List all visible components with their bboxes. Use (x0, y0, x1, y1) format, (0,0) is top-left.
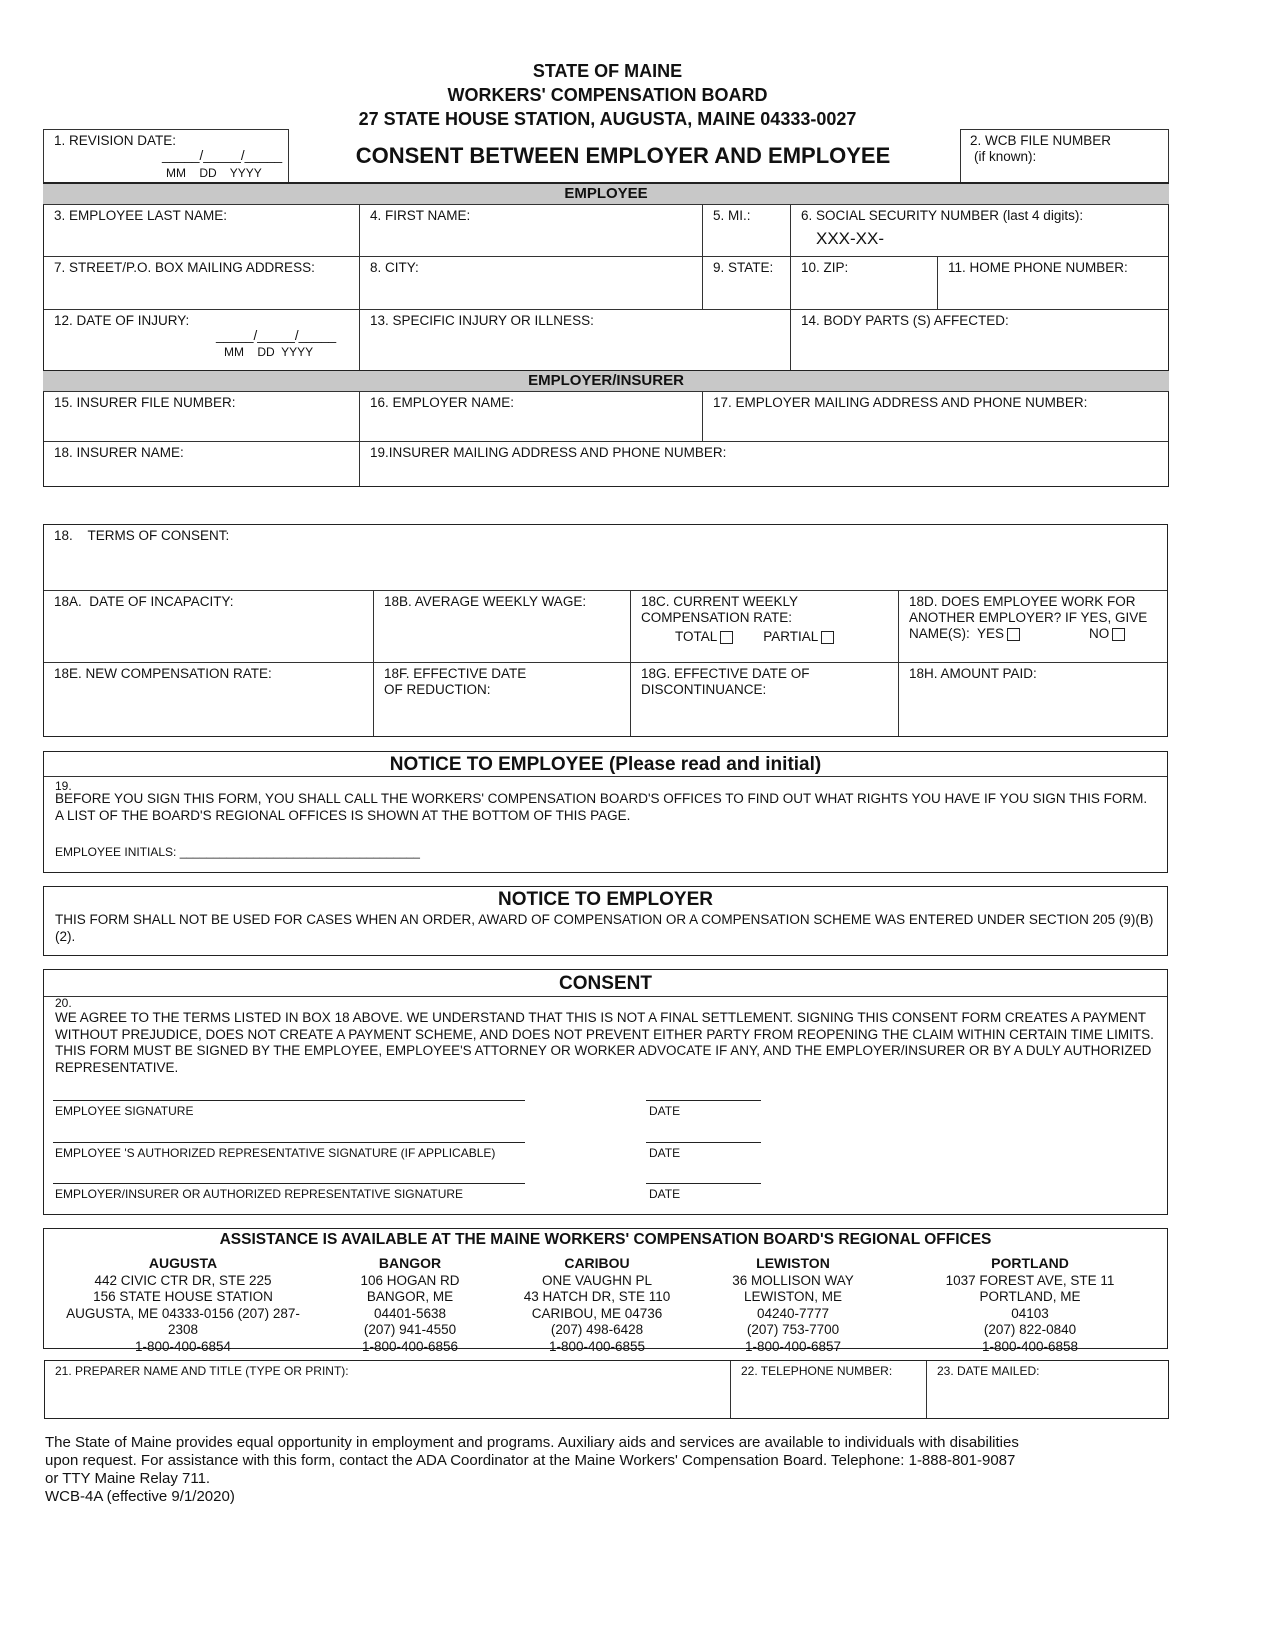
wcb-file-number-box[interactable] (960, 129, 1169, 183)
label: 6. SOCIAL SECURITY NUMBER (last 4 digits): (801, 208, 1084, 223)
employer-section-header: EMPLOYER/INSURER (43, 370, 1169, 392)
mi-field[interactable] (703, 205, 791, 257)
revision-date-label: 1. REVISION DATE: (54, 133, 177, 148)
footer-line: The State of Maine provides equal opportunity in employment and programs. Auxiliary aids and services are available to individuals with disabilities (45, 1434, 1019, 1451)
label: 16. EMPLOYER NAME: (370, 395, 515, 410)
revision-date-box[interactable] (43, 129, 289, 183)
average-weekly-wage-field[interactable] (374, 591, 631, 663)
total-checkbox[interactable] (720, 631, 733, 644)
date-label: DATE (649, 1187, 681, 1201)
office-line: 1037 FOREST AVE, STE 11 (945, 1272, 1115, 1288)
label: 14. BODY PARTS (S) AFFECTED: (801, 313, 1009, 328)
office-line: PORTLAND, ME (979, 1289, 1081, 1304)
employee-initials-field[interactable]: EMPLOYEE INITIALS: ____________________________________ (55, 845, 420, 859)
city-field[interactable] (360, 257, 703, 310)
office-augusta (53, 1255, 313, 1355)
no-label: NO (1089, 626, 1110, 641)
new-compensation-rate-field[interactable] (44, 663, 374, 736)
label: 3. EMPLOYEE LAST NAME: (54, 208, 228, 223)
footer-line: upon request. For assistance with this form, contact the ADA Coordinator at the Maine Workers' Compensation Board. Telephone: 1-888-801-9087 (45, 1452, 1016, 1469)
yes-label: YES (977, 626, 1005, 641)
footer-line: or TTY Maine Relay 711. (45, 1470, 211, 1487)
date-of-incapacity-field[interactable] (44, 591, 374, 663)
effective-date-reduction-field[interactable] (374, 663, 631, 736)
notice-employer-text: THIS FORM SHALL NOT BE USED FOR CASES WHEN AN ORDER, AWARD OF COMPENSATION OR A COMPENSATION SCHEME WAS ENTERED UNDER SECTION 205 (9)(B)(2). (55, 912, 1154, 944)
label: 18. TERMS OF CONSENT: (54, 528, 230, 543)
label: 5. MI.: (713, 208, 751, 223)
label: 12. DATE OF INJURY: (54, 313, 190, 328)
telephone-field[interactable] (731, 1361, 927, 1418)
office-line: (207) 941-4550 (363, 1322, 457, 1337)
date-of-injury-field[interactable] (44, 310, 360, 371)
form-title: CONSENT BETWEEN EMPLOYER AND EMPLOYEE (355, 143, 891, 168)
office-line: 1-800-400-6857 (744, 1338, 842, 1354)
first-name-field[interactable] (360, 205, 703, 257)
label: 23. DATE MAILED: (937, 1364, 1040, 1378)
partial-label: PARTIAL (763, 629, 819, 644)
office-line: 04240-7777 (756, 1305, 830, 1321)
total-label: TOTAL (675, 629, 718, 644)
employer-name-field[interactable] (360, 392, 703, 442)
notice-employer-title: NOTICE TO EMPLOYER (497, 889, 713, 910)
office-line: BANGOR, ME (366, 1289, 454, 1304)
date-line-3[interactable] (646, 1183, 761, 1184)
label: 19.INSURER MAILING ADDRESS AND PHONE NUMBER: (370, 445, 727, 460)
employee-signature-line[interactable] (53, 1100, 525, 1101)
employer-signature-line[interactable] (53, 1183, 525, 1184)
label: 10. ZIP: (801, 260, 849, 275)
consent-section (43, 969, 1168, 1215)
box-number: 19. (55, 779, 72, 793)
terms-of-consent-field[interactable] (44, 525, 1167, 591)
office-line: AUGUSTA, ME 04333-0156 (207) 287- (66, 1305, 300, 1321)
wcb-file-sub: (if known): (974, 149, 1037, 164)
label: 18B. AVERAGE WEEKLY WAGE: (384, 594, 587, 609)
notice-to-employee (43, 751, 1168, 873)
office-line: 04103 (1011, 1305, 1049, 1321)
office-lewiston (663, 1255, 923, 1355)
zip-field[interactable] (791, 257, 938, 310)
label: 13. SPECIFIC INJURY OR ILLNESS: (370, 313, 594, 328)
date-line-2[interactable] (646, 1142, 761, 1143)
label: 9. STATE: (713, 260, 774, 275)
date-format: MM DD YYYY (224, 345, 314, 359)
consent-text: WE AGREE TO THE TERMS LISTED IN BOX 18 ABOVE. WE UNDERSTAND THAT THIS IS NOT A FINAL SETTLEMENT. SIGNING THIS CONSENT FORM CREATES A PAYMENT WITHOUT PREJUDICE, DOES NOT CREATE A PAYMENT SCHEME, AND DOES NOT PREVENT EITHER PARTY FROM REOPENING THE CLAIM WITHIN CERTAIN TIME LIMITS. THIS FORM MUST BE SIGNED BY THE EMPLOYEE, EMPLOYEE'S ATTORNEY OR WORKER ADVOCATE IF ANY, AND THE EMPLOYER/INSURER OR BY A DULY AUTHORIZED REPRESENTATIVE. (55, 1010, 1154, 1075)
label: 4. FIRST NAME: (370, 208, 471, 223)
label: 8. CITY: (370, 260, 419, 275)
office-line: (207) 822-0840 (983, 1322, 1077, 1337)
office-line: 1-800-400-6858 (981, 1338, 1079, 1354)
date-mailed-field[interactable] (927, 1361, 1167, 1418)
office-name: AUGUSTA (148, 1255, 218, 1271)
office-line: (207) 753-7700 (746, 1322, 840, 1337)
amount-paid-field[interactable] (899, 663, 1167, 736)
employee-last-name-field[interactable] (44, 205, 360, 257)
body-parts-field[interactable] (791, 310, 1168, 371)
home-phone-field[interactable] (938, 257, 1168, 310)
label: 17. EMPLOYER MAILING ADDRESS AND PHONE NUMBER: (713, 395, 1088, 410)
office-line: 36 MOLLISON WAY (732, 1272, 854, 1288)
another-employer-field[interactable] (899, 591, 1167, 663)
footer (45, 1434, 1019, 1506)
label: 18A. DATE OF INCAPACITY: (54, 594, 234, 609)
employer-signature-label: EMPLOYER/INSURER OR AUTHORIZED REPRESENTATIVE SIGNATURE (55, 1187, 464, 1201)
current-weekly-rate-field[interactable] (631, 591, 899, 663)
insurer-file-number-field[interactable] (44, 392, 360, 442)
label: 11. HOME PHONE NUMBER: (948, 260, 1128, 275)
form-id: WCB-4A (effective 9/1/2020) (45, 1488, 235, 1505)
office-line: 442 CIVIC CTR DR, STE 225 (94, 1272, 272, 1288)
office-line: 04401-5638 (373, 1305, 447, 1321)
partial-checkbox[interactable] (821, 631, 834, 644)
label: 18D. DOES EMPLOYEE WORK FOR ANOTHER EMPLOYER? IF YES, GIVE NAME(S): (909, 594, 1148, 641)
label: 18H. AMOUNT PAID: (909, 666, 1037, 681)
label: 22. TELEPHONE NUMBER: (741, 1364, 893, 1378)
office-name: PORTLAND (991, 1255, 1069, 1271)
employee-section-header: EMPLOYEE (43, 183, 1169, 205)
label: 18F. EFFECTIVE DATE OF REDUCTION: (384, 666, 527, 697)
insurer-name-field[interactable] (44, 442, 360, 486)
notice-employee-text: BEFORE YOU SIGN THIS FORM, YOU SHALL CALL THE WORKERS' COMPENSATION BOARD'S OFFICES TO FIND OUT WHAT RIGHTS YOU HAVE IF YOU SIGN THIS FORM. A LIST OF THE BOARD'S REGIONAL OFFICES IS SHOWN AT THE BOTTOM OF THIS PAGE. (55, 791, 1148, 823)
office-portland (900, 1255, 1160, 1355)
date-line-1[interactable] (646, 1100, 761, 1101)
label: 7. STREET/P.O. BOX MAILING ADDRESS: (54, 260, 315, 275)
no-checkbox[interactable] (1112, 628, 1125, 641)
revision-date-blank: _____/_____/_____ (162, 148, 283, 163)
label: 18C. CURRENT WEEKLY COMPENSATION RATE: (641, 594, 798, 625)
wcb-file-label: 2. WCB FILE NUMBER (970, 133, 1112, 148)
office-line: 1-800-400-6855 (548, 1338, 646, 1354)
date-label: DATE (649, 1146, 681, 1160)
insurer-address-field[interactable] (360, 442, 1168, 486)
ssn-prefix: XXX-XX- (816, 229, 885, 248)
specific-injury-field[interactable] (360, 310, 791, 371)
office-line: 156 STATE HOUSE STATION (93, 1289, 273, 1304)
office-name: BANGOR (378, 1255, 442, 1271)
ssn-field[interactable] (791, 205, 1168, 257)
box-number: 20. (55, 996, 72, 1010)
label: 18E. NEW COMPENSATION RATE: (54, 666, 272, 681)
label: 18. INSURER NAME: (54, 445, 184, 460)
office-line: CARIBOU, ME 04736 (531, 1305, 663, 1321)
notice-to-employer (43, 886, 1168, 956)
office-line: 43 HATCH DR, STE 110 (523, 1289, 671, 1304)
office-line: LEWISTON, ME (743, 1289, 842, 1304)
office-line: ONE VAUGHN PL (541, 1272, 653, 1288)
street-address-field[interactable] (44, 257, 360, 310)
employer-address-field[interactable] (703, 392, 1168, 442)
office-name: LEWISTON (756, 1255, 830, 1271)
state-field[interactable] (703, 257, 791, 310)
header-state: STATE OF MAINE (532, 61, 683, 81)
employee-signature-label: EMPLOYEE SIGNATURE (55, 1104, 194, 1118)
office-name: CARIBOU (564, 1255, 630, 1271)
revision-date-format: MM DD YYYY (166, 166, 262, 180)
consent-title: CONSENT (44, 970, 1167, 997)
effective-date-discontinuance-field[interactable] (631, 663, 899, 736)
assistance-title: ASSISTANCE IS AVAILABLE AT THE MAINE WORKERS' COMPENSATION BOARD'S REGIONAL OFFICES (219, 1231, 992, 1248)
date-label: DATE (649, 1104, 681, 1118)
yes-checkbox[interactable] (1007, 628, 1020, 641)
label: 21. PREPARER NAME AND TITLE (TYPE OR PRINT): (55, 1364, 349, 1378)
notice-employee-title: NOTICE TO EMPLOYEE (Please read and initial) (44, 752, 1167, 777)
office-line: 1-800-400-6856 (361, 1338, 459, 1354)
header-address: 27 STATE HOUSE STATION, AUGUSTA, MAINE 04333-0027 (358, 109, 857, 129)
office-line: (207) 498-6428 (550, 1322, 644, 1337)
representative-signature-label: EMPLOYEE 'S AUTHORIZED REPRESENTATIVE SIGNATURE (IF APPLICABLE) (55, 1146, 496, 1160)
representative-signature-line[interactable] (53, 1142, 525, 1143)
office-line: 2308 (167, 1322, 199, 1337)
office-line: 1-800-400-6854 (134, 1338, 232, 1354)
date-blank: _____/_____/_____ (216, 328, 337, 343)
office-line: 106 HOGAN RD (360, 1272, 460, 1288)
header-board: WORKERS' COMPENSATION BOARD (447, 85, 768, 105)
preparer-name-field[interactable] (45, 1361, 731, 1418)
label: 15. INSURER FILE NUMBER: (54, 395, 236, 410)
label: 18G. EFFECTIVE DATE OF DISCONTINUANCE: (641, 666, 810, 697)
